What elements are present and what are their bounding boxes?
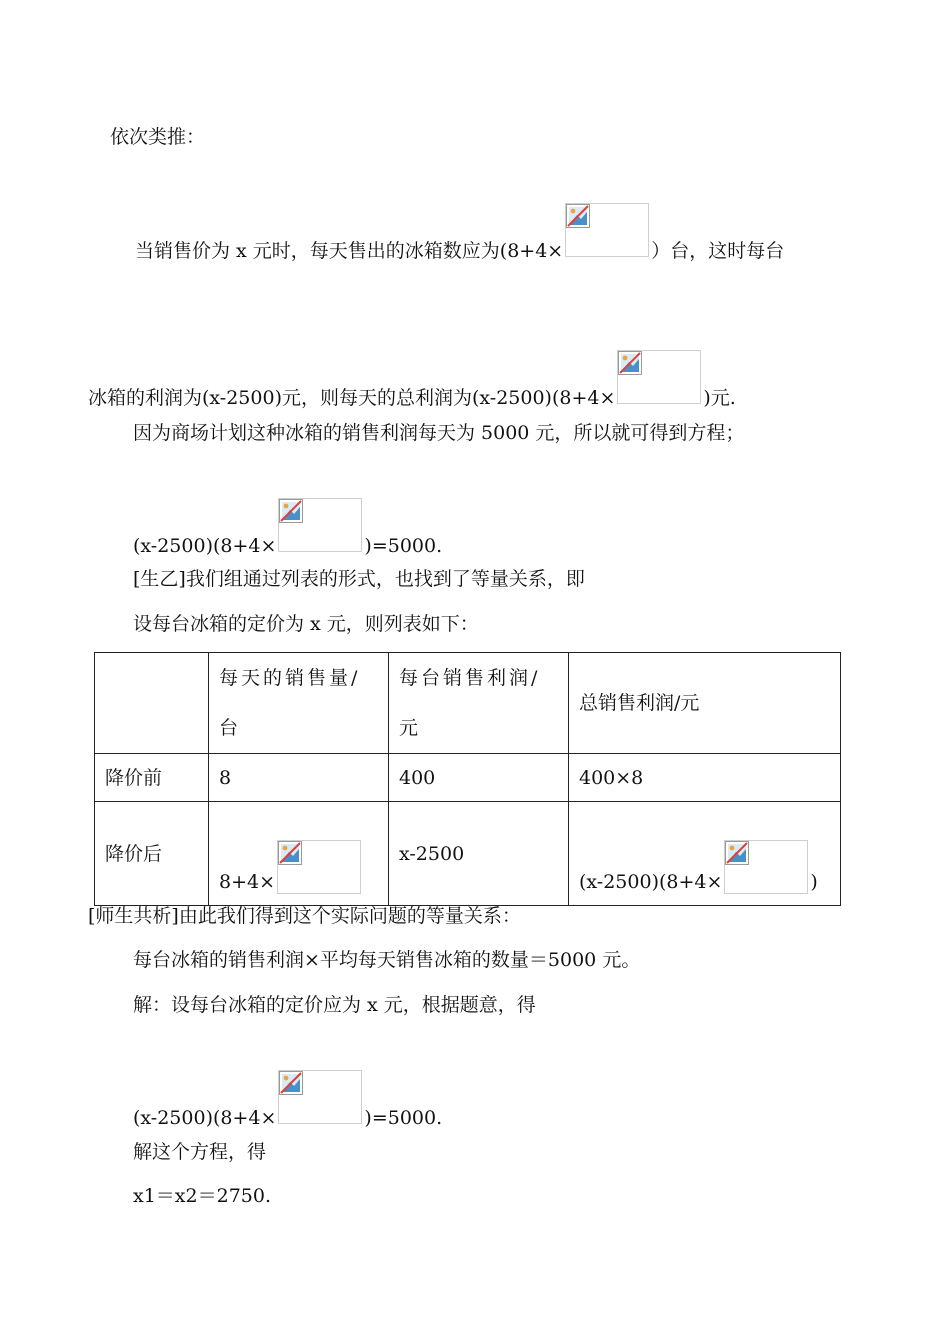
text-line: 解：设每台冰箱的定价应为 x 元，根据题意，得 xyxy=(133,994,536,1016)
text-line: 当销售价为 x 元时，每天售出的冰箱数应为(8+4× ）台，这时每台 xyxy=(135,203,784,263)
table-cell: 400 xyxy=(389,754,569,802)
equation-line: (x-2500)(8+4× )=5000. xyxy=(133,1070,442,1130)
table-cell: 8 xyxy=(209,754,389,802)
equation-line: (x-2500)(8+4× )=5000. xyxy=(133,498,442,558)
text-line: x1＝x2＝2750. xyxy=(133,1185,272,1207)
table-cell: 降价后 xyxy=(95,802,209,906)
table-row xyxy=(95,802,841,906)
text-line: [生乙]我们组通过列表的形式，也找到了等量关系，即 xyxy=(133,568,585,590)
table-header: 总销售利润/元 xyxy=(569,653,841,754)
table-cell: (x-2500)(8+4× ) xyxy=(569,802,841,906)
text-line: 冰箱的利润为(x-2500)元，则每天的总利润为(x-2500)(8+4× )元. xyxy=(88,350,736,410)
broken-image-icon xyxy=(617,350,701,404)
broken-image-icon xyxy=(277,840,361,894)
text-line: 依次类推： xyxy=(110,126,206,148)
text-line: 每台冰箱的销售利润×平均每天销售冰箱的数量＝5000 元。 xyxy=(133,949,641,971)
broken-image-icon xyxy=(278,1070,362,1124)
table-row xyxy=(95,653,841,754)
table-cell: 降价前 xyxy=(95,754,209,802)
price-table xyxy=(94,652,841,906)
text-line: 设每台冰箱的定价为 x 元，则列表如下： xyxy=(133,613,479,635)
table-header: 每天的销售量/台 xyxy=(209,653,389,754)
broken-image-icon xyxy=(724,840,808,894)
text-line: [师生共析]由此我们得到这个实际问题的等量关系： xyxy=(88,905,521,927)
table-header: 每台销售利润/元 xyxy=(389,653,569,754)
text-line: 解这个方程，得 xyxy=(133,1141,267,1163)
text-line: 因为商场计划这种冰箱的销售利润每天为 5000 元，所以就可得到方程； xyxy=(133,422,745,444)
table-cell: 400×8 xyxy=(569,754,841,802)
table-cell xyxy=(95,653,209,754)
table-cell: x-2500 xyxy=(389,802,569,906)
table-cell: 8+4× xyxy=(209,802,389,906)
table-row xyxy=(95,754,841,802)
broken-image-icon xyxy=(278,498,362,552)
broken-image-icon xyxy=(565,203,649,257)
